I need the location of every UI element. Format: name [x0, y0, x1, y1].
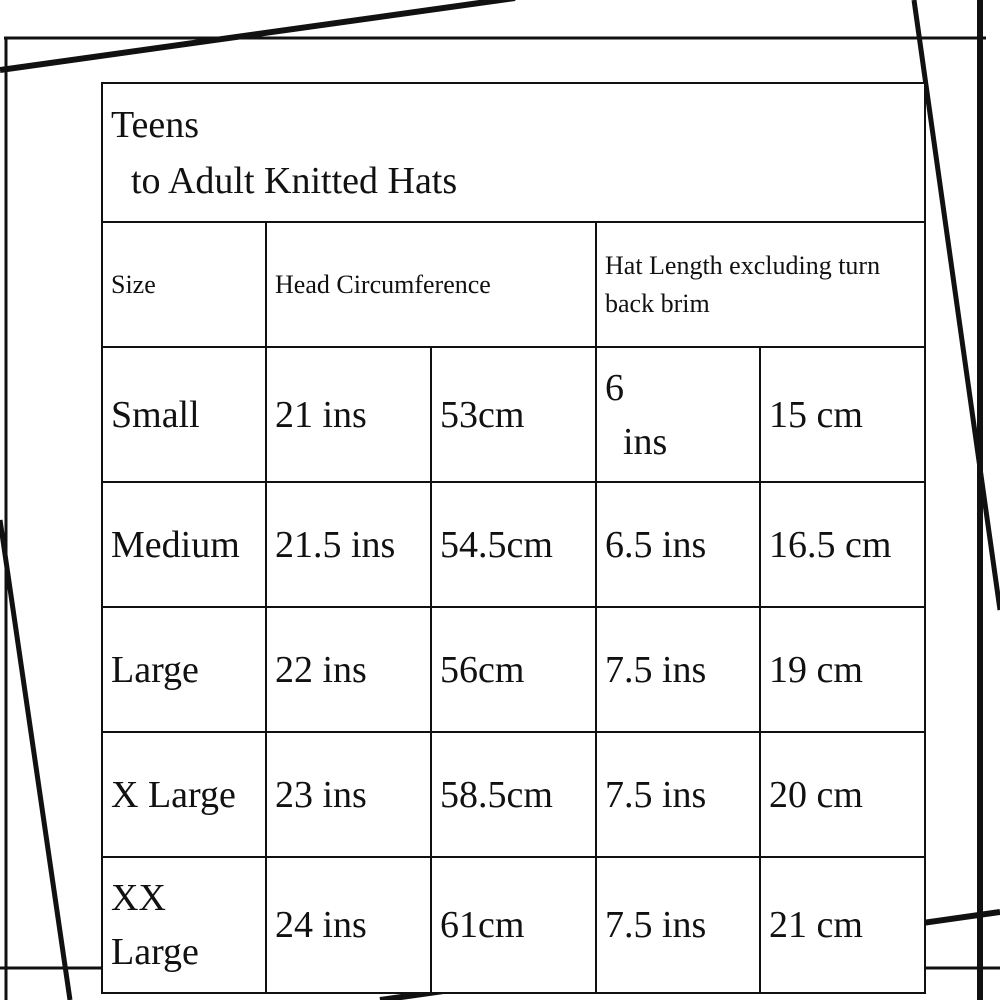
frame-line-top-slant: [0, 0, 515, 70]
header-hat-length: Hat Length excluding turn back brim: [596, 222, 925, 347]
length-cm-cell: 20 cm: [760, 732, 925, 857]
size-cell: Small: [102, 347, 266, 482]
table-row: [102, 482, 925, 607]
head-inches-cell: 23 ins: [266, 732, 431, 857]
header-size: Size: [102, 222, 266, 347]
size-cell: Large: [102, 607, 266, 732]
head-inches-cell: 24 ins: [266, 857, 431, 993]
head-cm-cell: 56cm: [431, 607, 596, 732]
size-cell: [102, 857, 266, 993]
head-cm-cell: 54.5cm: [431, 482, 596, 607]
length-inches-cell: 7.5 ins: [596, 732, 760, 857]
length-inches-value: 6: [605, 366, 624, 409]
header-head-circumference: Head Circumference: [266, 222, 596, 347]
table-row: [102, 347, 925, 482]
length-cm-cell: 15 cm: [760, 347, 925, 482]
length-inches-cell: 7.5 ins: [596, 857, 760, 993]
length-cm-cell: 19 cm: [760, 607, 925, 732]
head-inches-cell: 22 ins: [266, 607, 431, 732]
size-cell: Medium: [102, 482, 266, 607]
head-cm-cell: 58.5cm: [431, 732, 596, 857]
table-row: [102, 857, 925, 993]
title-line-1: Teens: [111, 103, 200, 146]
header-row: [102, 222, 925, 347]
head-inches-cell: 21 ins: [266, 347, 431, 482]
length-cm-cell: 16.5 cm: [760, 482, 925, 607]
length-inches-cell: [596, 347, 760, 482]
head-cm-cell: 61cm: [431, 857, 596, 993]
title-line-2: to Adult Knitted Hats: [131, 159, 458, 202]
length-inches-cell: 6.5 ins: [596, 482, 760, 607]
head-cm-cell: 53cm: [431, 347, 596, 482]
length-inches-unit: ins: [623, 420, 668, 463]
length-inches-cell: 7.5 ins: [596, 607, 760, 732]
length-cm-cell: 21 cm: [760, 857, 925, 993]
frame-line-right-slant: [914, 0, 1000, 610]
size-line-1: XX: [111, 877, 166, 919]
size-line-2: Large: [111, 931, 199, 973]
frame-line-left-slant: [0, 520, 70, 1000]
size-cell: X Large: [102, 732, 266, 857]
table-row: [102, 732, 925, 857]
hat-size-chart: [101, 82, 926, 994]
chart-title: [102, 83, 925, 222]
table-row: [102, 607, 925, 732]
head-inches-cell: 21.5 ins: [266, 482, 431, 607]
